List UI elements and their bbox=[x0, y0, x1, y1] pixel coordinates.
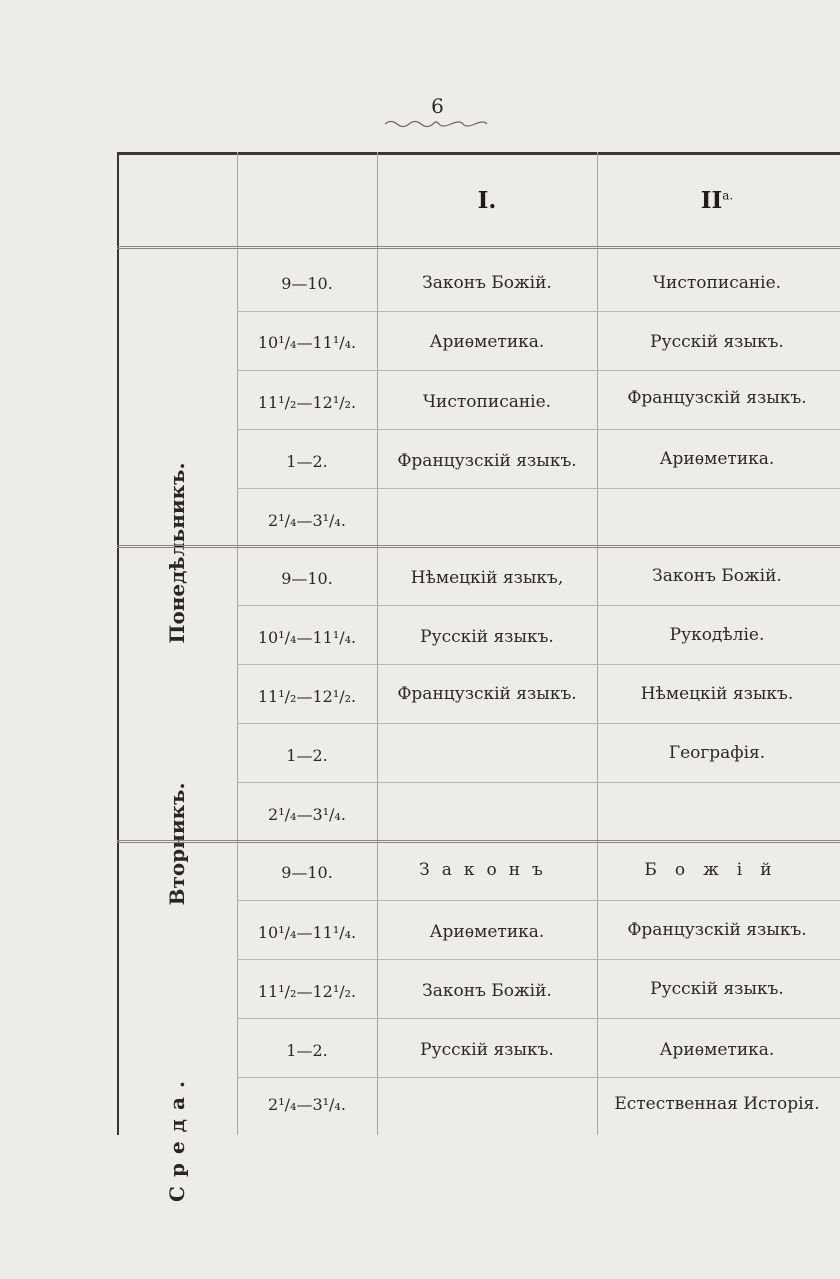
subject-cell-ii: Ариѳметика. bbox=[659, 1040, 775, 1060]
table-top-rule bbox=[117, 152, 840, 155]
subject-cell-ii: Географія. bbox=[668, 743, 766, 763]
subject-cell-i: Законъ bbox=[419, 860, 555, 880]
time-cell: 11¹/₂—12¹/₂. bbox=[257, 392, 357, 412]
time-cell: 1—2. bbox=[286, 745, 328, 765]
subject-cell-i bbox=[377, 784, 597, 844]
subject-cell-ii: Русскій языкъ. bbox=[650, 979, 784, 999]
time-cell: 10¹/₄—11¹/₄. bbox=[257, 922, 357, 942]
subject-cell-i: Законъ Божій. bbox=[422, 273, 552, 293]
time-cell: 2¹/₄—3¹/₄. bbox=[268, 510, 346, 530]
time-cell: 1—2. bbox=[286, 451, 328, 471]
subject-cell-ii: Французскій языкъ. bbox=[627, 388, 807, 408]
subject-cell-i: Ариѳметика. bbox=[429, 332, 545, 352]
row-rule bbox=[237, 488, 840, 489]
column-header-ii-sup: a. bbox=[722, 188, 734, 203]
subject-cell-i bbox=[377, 1074, 597, 1134]
subject-cell-ii: Рукодѣліе. bbox=[669, 625, 765, 645]
subject-cell-i bbox=[377, 490, 597, 550]
day-name: Вторникъ. bbox=[165, 782, 189, 906]
subject-cell-ii: Русскій языкъ. bbox=[650, 332, 784, 352]
subject-cell-i: Нѣмецкій языкъ, bbox=[410, 568, 564, 588]
day-name: Понедѣльникъ. bbox=[165, 462, 189, 644]
time-cell: 10¹/₄—11¹/₄. bbox=[257, 627, 357, 647]
time-cell: 11¹/₂—12¹/₂. bbox=[257, 981, 357, 1001]
time-cell: 2¹/₄—3¹/₄. bbox=[268, 1094, 346, 1114]
subject-cell-i: Чистописаніе. bbox=[422, 392, 552, 412]
subject-cell-ii: Законъ Божій. bbox=[652, 566, 782, 586]
row-rule bbox=[237, 782, 840, 783]
column-header-ii-main: II bbox=[700, 187, 723, 214]
page-number: 6 bbox=[431, 94, 444, 118]
ornament-divider bbox=[383, 118, 489, 128]
time-cell: 10¹/₄—11¹/₄. bbox=[257, 332, 357, 352]
subject-cell-ii: Французскій языкъ. bbox=[627, 920, 807, 940]
time-cell: 9—10. bbox=[281, 568, 333, 588]
subject-cell-ii bbox=[597, 490, 837, 550]
time-cell: 1—2. bbox=[286, 1040, 328, 1060]
subject-cell-i: Русскій языкъ. bbox=[420, 627, 554, 647]
time-cell: 2¹/₄—3¹/₄. bbox=[268, 804, 346, 824]
timetable bbox=[117, 152, 840, 1202]
header-rule bbox=[117, 246, 840, 249]
subject-cell-i: Ариѳметика. bbox=[429, 922, 545, 942]
table-left-rule bbox=[117, 152, 119, 1135]
day-name: Среда. bbox=[165, 1072, 189, 1202]
time-cell: 11¹/₂—12¹/₂. bbox=[257, 686, 357, 706]
subject-cell-ii: Божій bbox=[644, 860, 790, 880]
time-cell: 9—10. bbox=[281, 862, 333, 882]
subject-cell-i: Русскій языкъ. bbox=[420, 1040, 554, 1060]
subject-cell-i: Французскій языкъ. bbox=[397, 684, 577, 704]
subject-cell-ii: Ариѳметика. bbox=[659, 449, 775, 469]
time-cell: 9—10. bbox=[281, 273, 333, 293]
subject-cell-ii: Естественная Исторія. bbox=[614, 1094, 820, 1114]
column-header-ii bbox=[597, 187, 837, 214]
subject-cell-i: Французскій языкъ. bbox=[397, 451, 577, 471]
column-header-i: I. bbox=[477, 187, 497, 214]
subject-cell-i: Законъ Божій. bbox=[422, 981, 552, 1001]
subject-cell-ii bbox=[597, 784, 837, 844]
subject-cell-i bbox=[377, 725, 597, 785]
subject-cell-ii: Нѣмецкій языкъ. bbox=[640, 684, 794, 704]
subject-cell-ii: Чистописаніе. bbox=[652, 273, 782, 293]
row-rule bbox=[237, 1018, 840, 1019]
